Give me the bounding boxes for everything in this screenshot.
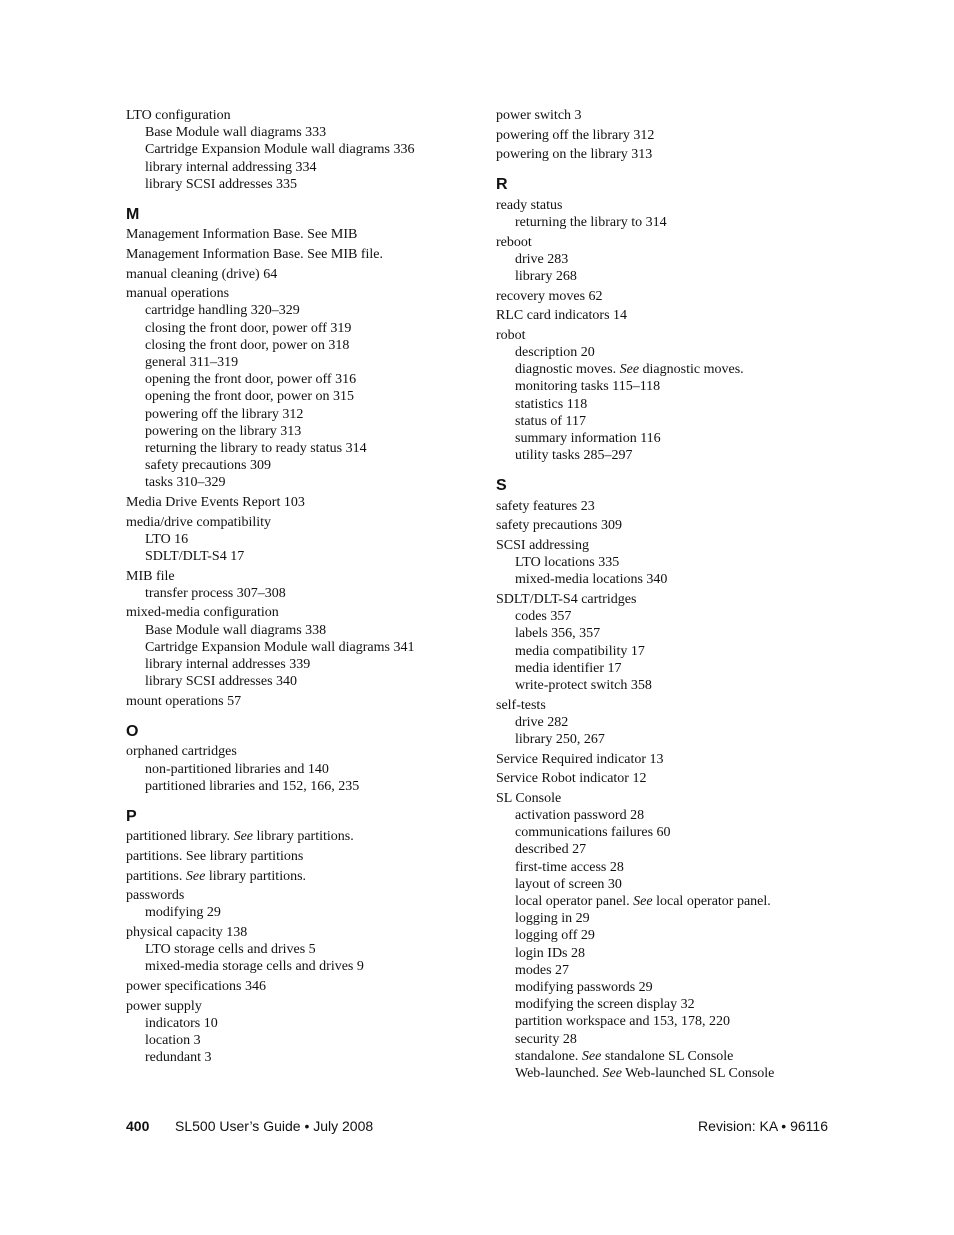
index-subentry: summary information 116 (515, 430, 661, 446)
index-entry: SDLT/DLT-S4 cartridges (496, 591, 637, 607)
index-subentry: returning the library to 314 (515, 214, 667, 230)
index-subentry: drive 283 (515, 251, 569, 267)
index-subentry: activation password 28 (515, 807, 645, 823)
index-subentry: layout of screen 30 (515, 876, 622, 892)
revision-info: Revision: KA • 96116 (698, 1118, 828, 1134)
see-reference: See (602, 1066, 622, 1082)
index-entry: Service Robot indicator 12 (496, 771, 647, 787)
reference-target: library partitions. (253, 829, 354, 845)
index-entry: powering off the library 312 (496, 127, 655, 143)
index-subentry: partition workspace and 153, 178, 220 (515, 1014, 731, 1030)
index-entry: RLC card indicators 14 (496, 308, 628, 324)
index-entry: SCSI addressing (496, 537, 589, 553)
index-entry: media/drive compatibility (126, 514, 272, 530)
section-letter-heading: R (496, 176, 508, 194)
index-subentry (496, 1065, 826, 1082)
index-subentry: Base Module wall diagrams 338 (145, 622, 327, 638)
index-subentry: Cartridge Expansion Module wall diagrams 341 (145, 639, 415, 655)
index-subentry (496, 361, 826, 378)
index-subentry: modifying passwords 29 (515, 980, 653, 995)
index-entry: self-tests (496, 697, 546, 713)
index-subentry: returning the library to ready status 314 (145, 441, 367, 457)
index-entry: MIB file (126, 568, 175, 584)
index-entry: Media Drive Events Report 103 (126, 495, 305, 511)
index-entry (126, 868, 486, 885)
section-letter-heading: S (496, 477, 507, 495)
index-subentry: safety precautions 309 (145, 458, 271, 474)
reference-target: library partitions. (205, 868, 307, 884)
document-title: SL500 User’s Guide • July 2008 (175, 1118, 374, 1134)
reference-target: standalone SL Console (601, 1048, 734, 1064)
index-subentry: library 250, 267 (515, 731, 605, 747)
entry-text: Web-launched. (515, 1066, 603, 1082)
section-letter-heading: P (126, 808, 137, 826)
index-subentry: utility tasks 285–297 (515, 448, 633, 464)
see-reference: See (581, 1048, 602, 1064)
index-subentry: SDLT/DLT-S4 17 (145, 549, 245, 565)
reference-target: local operator panel. (652, 893, 771, 909)
index-entry: mixed-media configuration (126, 605, 279, 621)
index-entry: Management Information Base. See MIB file. (126, 247, 383, 262)
index-entry: power specifications 346 (126, 978, 266, 994)
index-subentry: LTO storage cells and drives 5 (145, 942, 316, 958)
index-subentry: logging in 29 (515, 911, 590, 927)
index-subentry: description 20 (515, 344, 595, 360)
index-entry: manual operations (126, 286, 230, 302)
index-entry: Service Required indicator 13 (496, 751, 664, 767)
page-number: 400 (126, 1118, 150, 1134)
index-entry: manual cleaning (drive) 64 (126, 266, 278, 282)
index-subentry: codes 357 (515, 609, 572, 625)
index-subentry: drive 282 (515, 714, 569, 730)
index-subentry: modifying the screen display 32 (515, 997, 695, 1013)
index-entry: Management Information Base. See MIB (126, 227, 358, 243)
index-subentry (496, 893, 826, 910)
index-column-left (126, 107, 486, 1066)
entry-text: standalone. (515, 1048, 582, 1064)
section-letter-heading: M (126, 206, 140, 224)
index-entry: safety precautions 309 (496, 518, 622, 534)
index-subentry: non-partitioned libraries and 140 (145, 761, 329, 777)
reference-target: Web-launched SL Console (621, 1066, 775, 1082)
index-subentry: status of 117 (515, 413, 587, 429)
index-subentry: powering off the library 312 (145, 406, 304, 422)
index-subentry: communications failures 60 (515, 825, 671, 841)
see-reference: See (633, 893, 653, 909)
index-subentry: monitoring tasks 115–118 (515, 379, 661, 395)
index-subentry: logging off 29 (515, 928, 595, 944)
index-subentry: library SCSI addresses 335 (145, 176, 298, 192)
entry-text: diagnostic moves. (515, 362, 620, 378)
index-subentry: library 268 (515, 268, 577, 284)
see-reference: See (619, 362, 640, 378)
index-entry: mount operations 57 (126, 693, 242, 709)
index-subentry: login IDs 28 (515, 945, 585, 961)
index-subentry: closing the front door, power off 319 (145, 320, 352, 336)
index-subentry: media compatibility 17 (515, 643, 645, 659)
index-subentry: LTO 16 (145, 531, 189, 547)
index-subentry: first-time access 28 (515, 859, 624, 875)
index-subentry: media identifier 17 (515, 660, 622, 676)
index-subentry: cartridge handling 320–329 (145, 303, 300, 319)
index-entry: power switch 3 (496, 108, 582, 123)
index-entry: partitions. See library partitions (126, 849, 304, 864)
index-entry (126, 828, 486, 845)
index-entry: safety features 23 (496, 498, 595, 514)
index-subentry: LTO locations 335 (515, 555, 620, 571)
entry-text: partitions. (126, 868, 186, 884)
index-entry: powering on the library 313 (496, 147, 653, 163)
index-entry: physical capacity 138 (126, 924, 248, 940)
index-subentry: opening the front door, power off 316 (145, 372, 357, 388)
index-subentry: library internal addresses 339 (145, 657, 311, 673)
index-entry: passwords (126, 888, 185, 904)
index-subentry: library SCSI addresses 340 (145, 674, 298, 690)
index-subentry (496, 1048, 826, 1065)
index-subentry: statistics 118 (515, 396, 588, 412)
index-subentry: security 28 (515, 1031, 577, 1047)
index-entry: robot (496, 327, 526, 343)
index-subentry: described 27 (515, 842, 587, 858)
index-entry: recovery moves 62 (496, 288, 603, 304)
index-subentry: Base Module wall diagrams 333 (145, 125, 327, 141)
see-reference: See (185, 868, 206, 884)
entry-text: partitioned library. (126, 829, 234, 845)
index-entry: LTO configuration (126, 108, 231, 123)
index-subentry: mixed-media locations 340 (515, 572, 668, 588)
entry-text: local operator panel. (515, 893, 634, 909)
index-entry: reboot (496, 234, 532, 250)
index-subentry: location 3 (145, 1032, 201, 1048)
index-subentry: partitioned libraries and 152, 166, 235 (145, 778, 360, 794)
see-reference: See (233, 829, 253, 845)
index-subentry: indicators 10 (145, 1015, 218, 1031)
index-entry: orphaned cartridges (126, 744, 237, 760)
index-subentry: general 311–319 (145, 355, 239, 370)
index-subentry: library internal addressing 334 (145, 159, 317, 175)
index-subentry: write-protect switch 358 (515, 677, 652, 693)
page-footer (126, 1118, 828, 1136)
index-entry: SL Console (496, 790, 562, 806)
index-column-right (496, 107, 826, 1082)
section-letter-heading: O (126, 723, 139, 741)
index-subentry: transfer process 307–308 (145, 585, 286, 601)
index-subentry: tasks 310–329 (145, 475, 226, 491)
index-subentry: modes 27 (515, 962, 570, 978)
index-entry: power supply (126, 998, 202, 1014)
index-subentry: Cartridge Expansion Module wall diagrams 336 (145, 142, 415, 158)
reference-target: diagnostic moves. (639, 362, 744, 378)
index-subentry: closing the front door, power on 318 (145, 337, 350, 353)
index-subentry: labels 356, 357 (515, 626, 601, 642)
index-subentry: redundant 3 (145, 1050, 212, 1066)
index-entry: ready status (496, 197, 563, 213)
index-subentry: modifying 29 (145, 905, 221, 921)
index-subentry: powering on the library 313 (145, 423, 302, 439)
index-subentry: mixed-media storage cells and drives 9 (145, 959, 364, 975)
index-subentry: opening the front door, power on 315 (145, 389, 355, 405)
